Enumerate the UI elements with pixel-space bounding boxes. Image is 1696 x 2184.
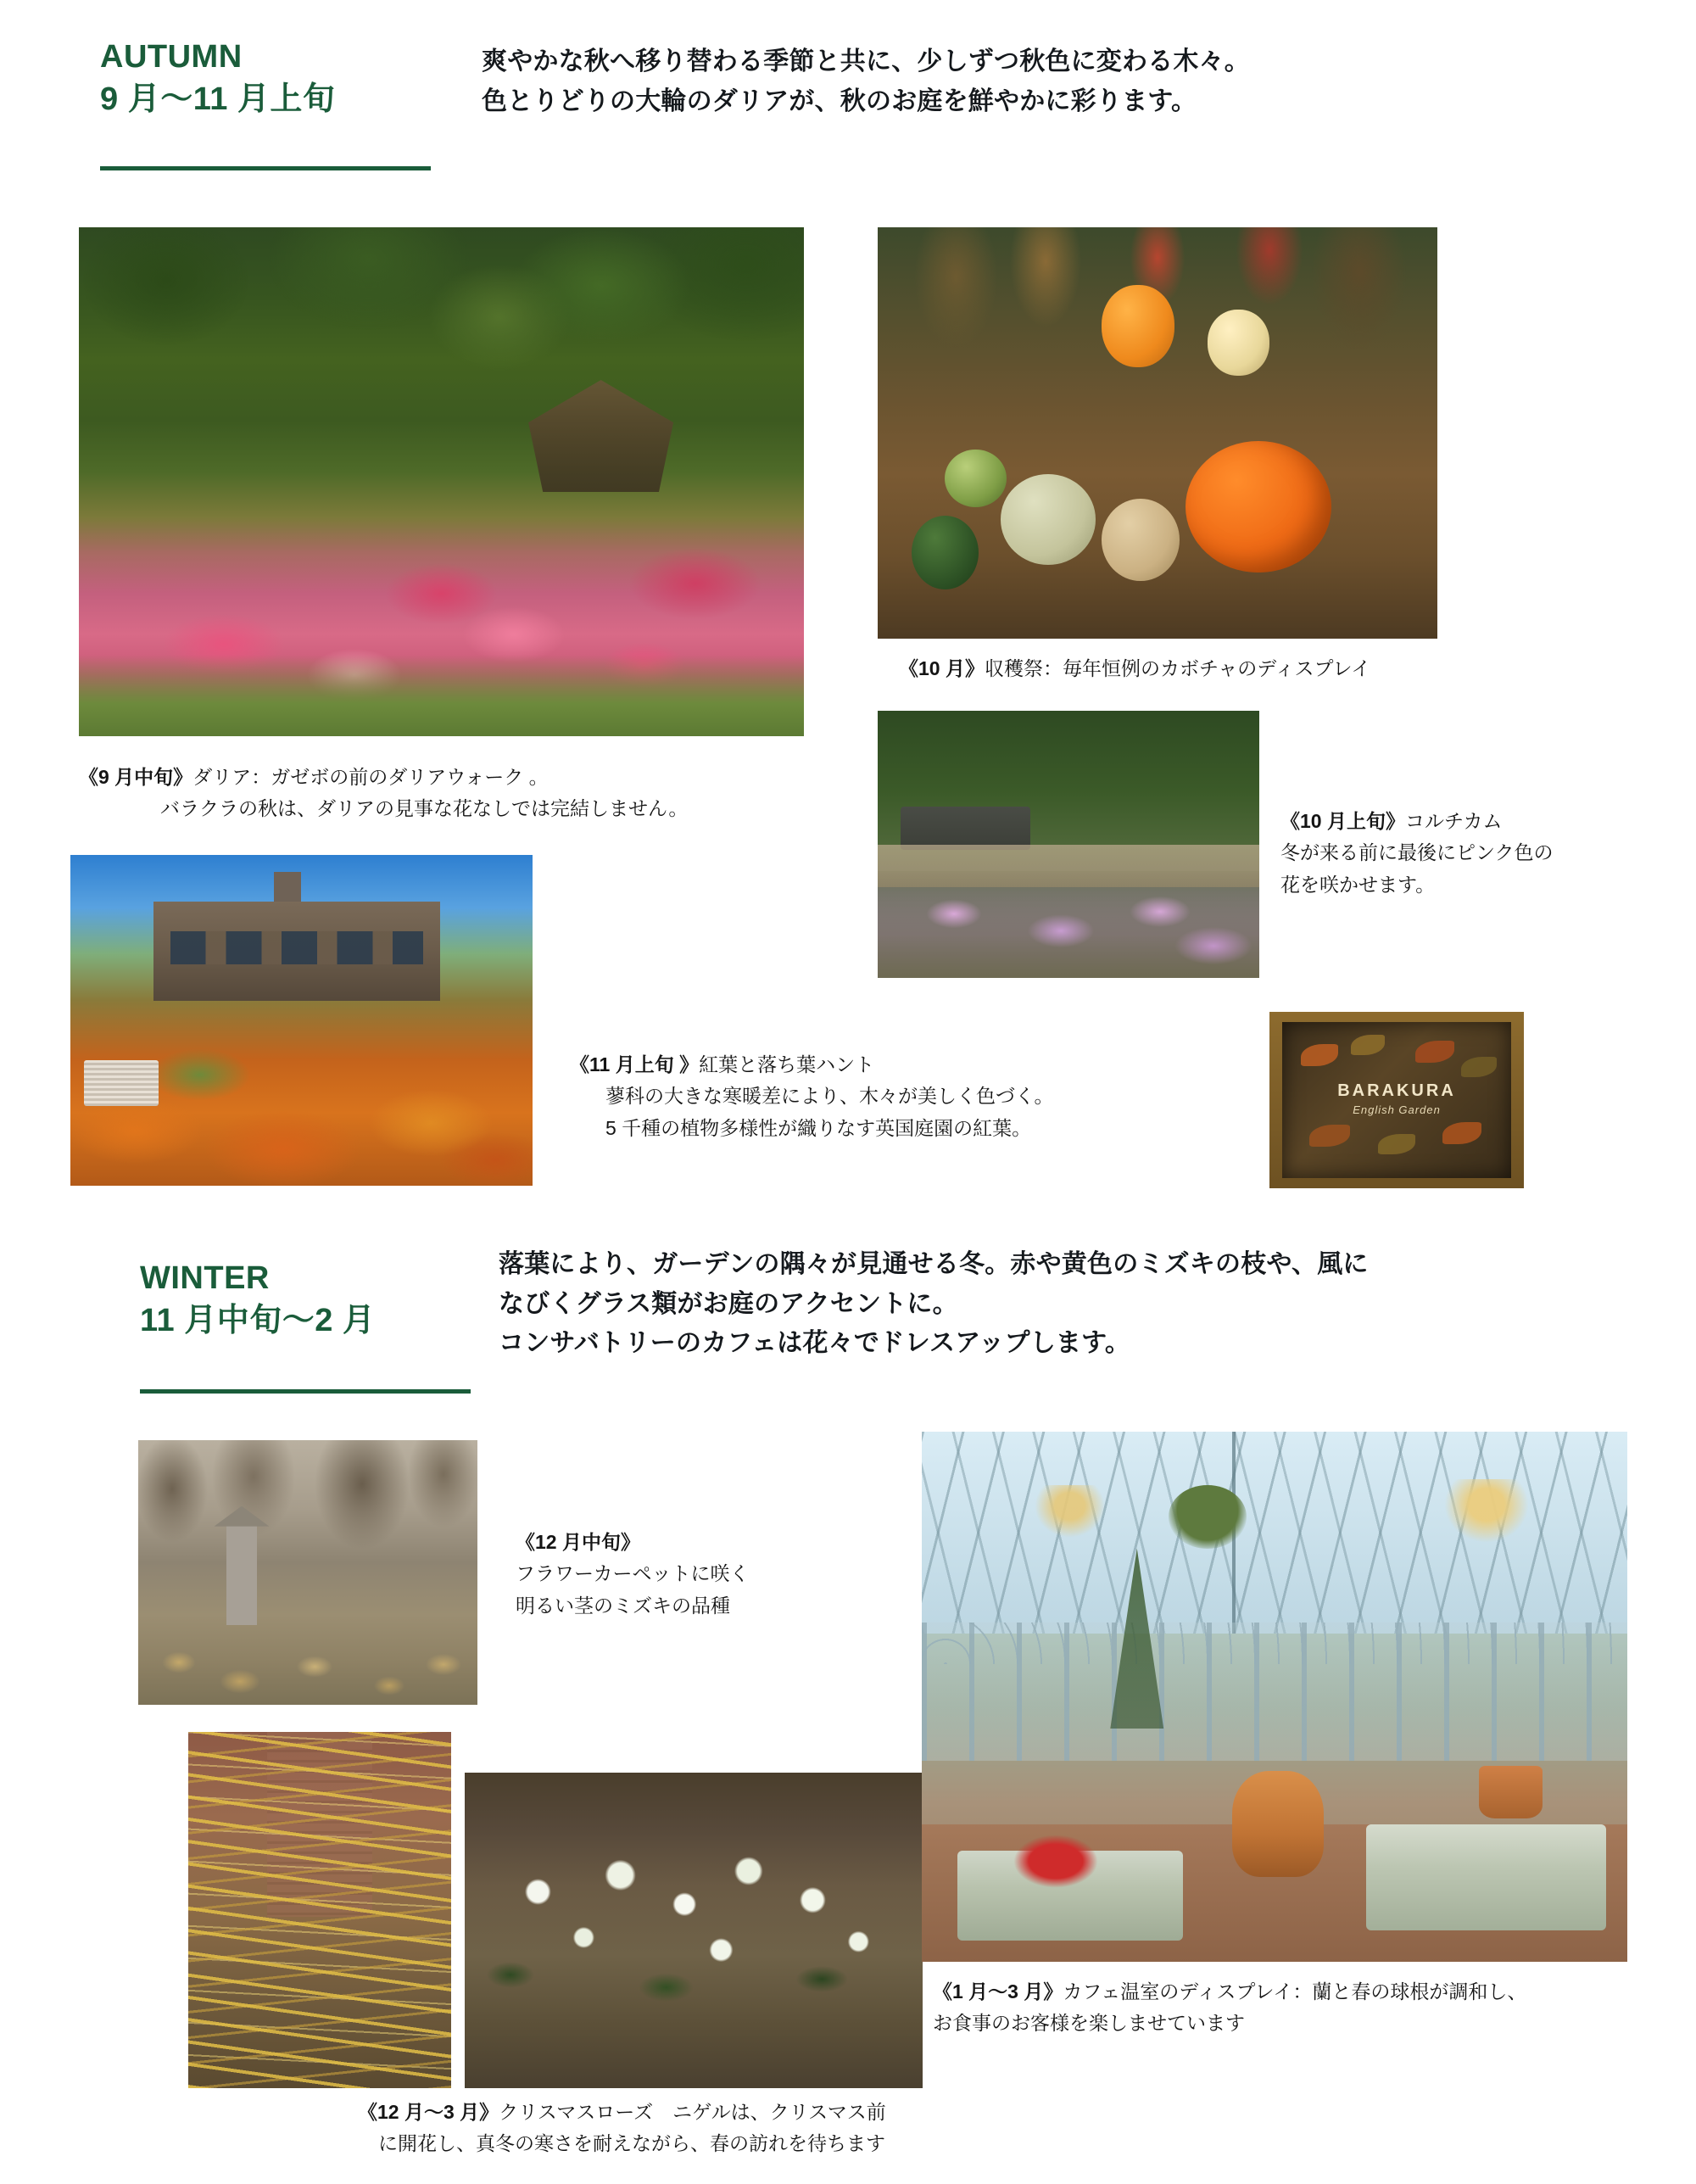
photo-colchicum-flowers (878, 871, 1259, 978)
caption-colchicum-line2: 冬が来る前に最後にピンク色の (1280, 841, 1554, 864)
caption-cafe-label: 《1 月〜3 月》 (933, 1980, 1063, 2002)
photo-pumpkin-tan (1102, 499, 1180, 581)
chandelier-icon (1035, 1485, 1105, 1539)
caption-dogwood-carpet-line2: 明るい茎のミズキの品種 (516, 1594, 730, 1617)
leaf-icon (1301, 1044, 1338, 1066)
photo-colchicum (878, 711, 1259, 978)
caption-dogwood-carpet-label: 《12 月中旬》 (516, 1531, 640, 1553)
caption-pumpkins (899, 653, 1628, 684)
photo-pumpkin-small-cream (1208, 310, 1269, 376)
caption-pumpkins-label: 《10 月》 (899, 657, 985, 679)
caption-hellebore (358, 2097, 1291, 2160)
leaf-icon (1309, 1125, 1350, 1147)
photo-sign-inner (1282, 1022, 1511, 1177)
photo-pumpkin-dark-green (912, 516, 979, 589)
autumn-heading (100, 36, 335, 120)
photo-house-building (153, 902, 440, 1001)
autumn-lead-line1: 爽やかな秋へ移り替わる季節と共に、少しずつ秋色に変わる木々。 (482, 47, 1250, 75)
winter-lead (499, 1245, 1635, 1364)
caption-cafe-line2: お食事のお客様を楽しませています (933, 2012, 1245, 2035)
caption-autumn-leaves-line3: 5 千種の植物多様性が織りなす英国庭園の紅葉。 (605, 1116, 1032, 1139)
photo-cafe-pot (1479, 1766, 1543, 1819)
photo-house-bench (84, 1060, 158, 1107)
photo-hellebore-flowers (465, 1829, 923, 2038)
photo-pumpkin-display (878, 227, 1437, 639)
winter-heading-en: WINTER (140, 1260, 270, 1296)
photo-dogwood-stem-texture (188, 1732, 451, 2088)
caption-dahlia-label: 《9 月中旬》 (79, 766, 193, 788)
caption-autumn-leaves-label: 《11 月上旬 》 (570, 1053, 700, 1075)
photo-cafe-arches (922, 1623, 1627, 1761)
photo-cafe-urn (1232, 1771, 1324, 1877)
photo-winter-seedheads (138, 1599, 477, 1705)
autumn-lead (482, 42, 1635, 121)
photo-dogwood-stems (188, 1732, 451, 2088)
autumn-heading-jp: 9 月〜11 月上旬 (100, 81, 336, 118)
photo-winter-border (138, 1440, 477, 1705)
caption-colchicum-line3: 花を咲かせます。 (1280, 873, 1436, 896)
photo-cafe-table-right (1366, 1824, 1606, 1930)
caption-autumn-leaves (570, 1049, 1265, 1144)
photo-autumn-leaves-house (70, 855, 533, 1186)
winter-heading-jp: 11 月中旬〜2 月 (140, 1303, 376, 1339)
photo-dahlia-canopy (79, 227, 804, 492)
autumn-heading-en: AUTUMN (100, 39, 243, 75)
autumn-lead-line2: 色とりどりの大輪のダリアが、秋のお庭を鮮やかに彩ります。 (482, 87, 1197, 115)
sign-subtitle: English Garden (1353, 1103, 1441, 1116)
caption-hellebore-line2: に開花し、真冬の寒さを耐えながら、春の訪れを待ちます (378, 2132, 885, 2155)
leaf-icon (1415, 1041, 1454, 1063)
photo-cafe-hanging-basket (1169, 1485, 1247, 1549)
autumn-heading-rule (100, 166, 431, 170)
caption-colchicum-line1: コルチカム (1404, 810, 1503, 832)
photo-conservatory-cafe (922, 1432, 1627, 1962)
sign-title: BARAKURA (1337, 1081, 1456, 1101)
winter-heading (140, 1257, 375, 1342)
leaf-icon (1378, 1134, 1415, 1154)
caption-dahlia-line2: バラクラの秋は、ダリアの見事な花なしでは完結しません。 (160, 797, 689, 820)
caption-autumn-leaves-line2: 蓼科の大きな寒暖差により、木々が美しく色づく。 (605, 1085, 1054, 1108)
leaf-icon (1351, 1035, 1385, 1055)
photo-colchicum-bench (901, 807, 1030, 849)
winter-lead-line3: コンサバトリーのカフェは花々でドレスアップします。 (499, 1329, 1131, 1357)
photo-dahlia-lawn (79, 655, 804, 736)
winter-lead-line1: 落葉により、ガーデンの隅々が見通せる冬。赤や黄色のミズキの枝や、風に (499, 1250, 1369, 1278)
leaf-icon (1461, 1057, 1497, 1077)
photo-pumpkin-big-orange (1186, 441, 1331, 573)
caption-autumn-leaves-line1: 紅葉と落ち葉ハント (699, 1053, 875, 1075)
caption-cafe-line1: カフェ温室のディスプレイ：蘭と春の球根が調和し、 (1063, 1980, 1527, 2002)
caption-dogwood-carpet (516, 1527, 872, 1622)
caption-hellebore-line1: クリスマスローズ ニゲルは、クリスマス前 (499, 2101, 886, 2123)
photo-pumpkin-green-small (945, 450, 1007, 507)
photo-pumpkin-pale-large (1001, 474, 1096, 565)
photo-pumpkin-small-orange (1102, 285, 1174, 367)
caption-hellebore-label: 《12 月〜3 月》 (358, 2101, 499, 2123)
caption-pumpkins-line1: 収穫祭：毎年恒例のカボチャのディスプレイ (984, 657, 1371, 679)
photo-cafe-red-flowers (1013, 1835, 1098, 1888)
caption-cafe (933, 1976, 1679, 2040)
leaf-icon (1442, 1122, 1481, 1144)
caption-dogwood-carpet-line1: フラワーカーペットに咲く (516, 1562, 750, 1585)
winter-lead-line2: なびくグラス類がお庭のアクセントに。 (499, 1289, 958, 1318)
photo-hellebore (465, 1773, 923, 2088)
caption-colchicum (1280, 806, 1654, 901)
chandelier-icon (1444, 1479, 1529, 1543)
winter-heading-rule (140, 1389, 471, 1394)
caption-dahlia (79, 762, 834, 825)
photo-winter-trees (138, 1440, 477, 1562)
caption-dahlia-line1: ダリア：ガゼボの前のダリアウォーク 。 (192, 766, 549, 788)
photo-barakura-sign (1269, 1012, 1524, 1188)
caption-colchicum-label: 《10 月上旬》 (1280, 810, 1405, 832)
photo-dahlia-walk (79, 227, 804, 736)
